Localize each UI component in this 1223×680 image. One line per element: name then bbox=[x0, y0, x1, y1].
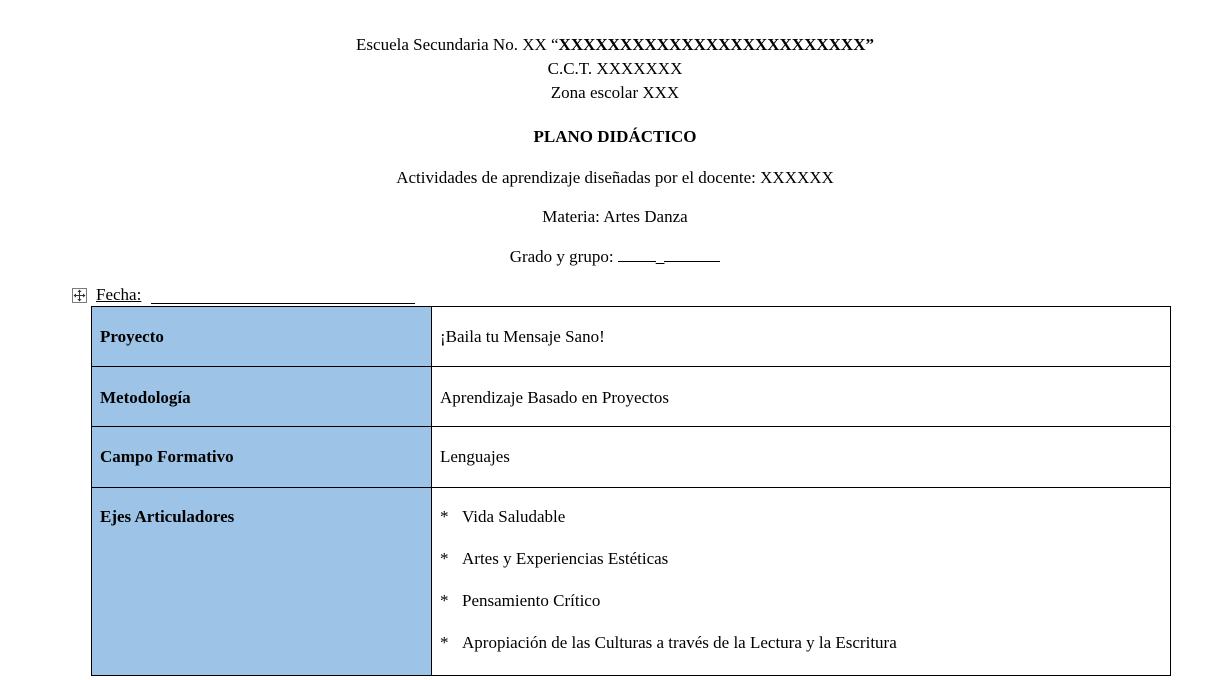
fecha-blank-line bbox=[151, 303, 415, 304]
row-key-metodologia: Metodología bbox=[92, 367, 432, 427]
grado-separator: _ bbox=[655, 247, 665, 266]
bullet-marker: * bbox=[440, 549, 449, 568]
zona-line: Zona escolar XXX bbox=[550, 83, 680, 102]
eje-text: Pensamiento Crítico bbox=[462, 591, 601, 610]
grupo-blank[interactable] bbox=[664, 246, 720, 262]
plan-table bbox=[91, 306, 1171, 676]
list-item bbox=[440, 591, 1162, 633]
row-value-proyecto[interactable]: ¡Baila tu Mensaje Sano! bbox=[432, 307, 1171, 367]
list-item bbox=[440, 507, 1162, 549]
eje-text: Artes y Experiencias Estéticas bbox=[462, 549, 669, 568]
row-value-ejes-articuladores[interactable] bbox=[432, 488, 1171, 676]
school-name: XXXXXXXXXXXXXXXXXXXXXXXXX” bbox=[558, 35, 874, 54]
bullet-marker: * bbox=[440, 591, 449, 610]
grado-blank[interactable] bbox=[618, 246, 656, 262]
bullet-marker: * bbox=[440, 507, 449, 526]
eje-text: Apropiación de las Culturas a través de la Lectura y la Escritura bbox=[462, 633, 897, 652]
row-value-metodologia[interactable]: Aprendizaje Basado en Proyectos bbox=[432, 367, 1171, 427]
row-value-campo-formativo[interactable]: Lenguajes bbox=[432, 427, 1171, 488]
school-prefix: Escuela Secundaria No. XX “ bbox=[356, 35, 559, 54]
table-row bbox=[92, 488, 1171, 676]
eje-text: Vida Saludable bbox=[462, 507, 566, 526]
fecha-field[interactable] bbox=[96, 285, 141, 305]
row-key-campo-formativo: Campo Formativo bbox=[92, 427, 432, 488]
table-row bbox=[92, 367, 1171, 427]
materia-line: Materia: Artes Danza bbox=[542, 207, 688, 226]
fecha-label: Fecha: bbox=[96, 285, 142, 304]
table-row bbox=[92, 307, 1171, 367]
list-item bbox=[440, 549, 1162, 591]
document-title: PLANO DIDÁCTICO bbox=[533, 127, 697, 146]
table-row bbox=[92, 427, 1171, 488]
bullet-marker: * bbox=[440, 633, 449, 652]
cct-line: C.C.T. XXXXXXX bbox=[547, 59, 683, 78]
actividades-line: Actividades de aprendizaje diseñadas por el docente: XXXXXX bbox=[396, 168, 834, 187]
school-name-line bbox=[0, 35, 1223, 55]
table-move-handle-icon[interactable] bbox=[72, 288, 87, 303]
list-item bbox=[440, 633, 1162, 675]
row-key-proyecto: Proyecto bbox=[92, 307, 432, 367]
row-key-ejes-articuladores: Ejes Articuladores bbox=[92, 488, 432, 676]
grado-label: Grado y grupo: bbox=[509, 247, 618, 266]
grado-grupo-line bbox=[0, 246, 1223, 267]
